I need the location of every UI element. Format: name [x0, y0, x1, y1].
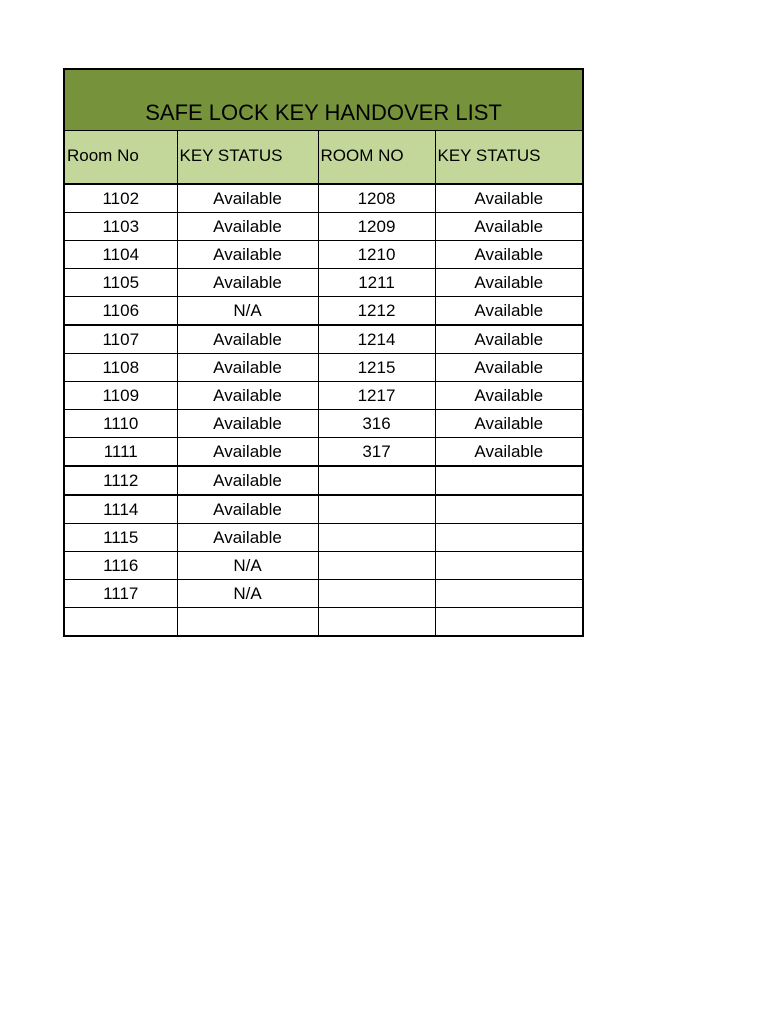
room-no-cell[interactable]: 1102 — [64, 184, 177, 213]
room-no-cell[interactable] — [318, 524, 435, 552]
key-status-cell[interactable]: Available — [435, 241, 583, 269]
key-status-cell[interactable]: Available — [435, 354, 583, 382]
header-room-no-left[interactable]: Room No — [64, 131, 177, 185]
key-status-cell[interactable]: N/A — [177, 297, 318, 326]
table-row — [64, 297, 583, 326]
room-no-cell[interactable]: 1109 — [64, 382, 177, 410]
key-status-cell[interactable]: Available — [177, 438, 318, 467]
room-no-cell[interactable]: 1210 — [318, 241, 435, 269]
key-status-cell[interactable]: Available — [177, 184, 318, 213]
table-row — [64, 608, 583, 637]
key-status-cell[interactable]: N/A — [177, 580, 318, 608]
table-row — [64, 410, 583, 438]
room-no-cell[interactable]: 1116 — [64, 552, 177, 580]
spreadsheet-sheet — [63, 68, 582, 637]
room-no-cell[interactable]: 1108 — [64, 354, 177, 382]
room-no-cell[interactable]: 1112 — [64, 466, 177, 495]
room-no-cell[interactable]: 1208 — [318, 184, 435, 213]
key-status-cell[interactable]: Available — [435, 382, 583, 410]
key-status-cell[interactable]: Available — [435, 269, 583, 297]
room-no-cell[interactable]: 1217 — [318, 382, 435, 410]
key-status-cell[interactable]: N/A — [177, 552, 318, 580]
room-no-cell[interactable] — [318, 466, 435, 495]
table-row — [64, 241, 583, 269]
key-status-cell[interactable] — [435, 608, 583, 637]
table-row — [64, 466, 583, 495]
key-status-cell[interactable]: Available — [435, 297, 583, 326]
header-row — [64, 131, 583, 185]
room-no-cell[interactable]: 317 — [318, 438, 435, 467]
key-status-cell[interactable]: Available — [435, 438, 583, 467]
key-status-cell[interactable] — [435, 580, 583, 608]
table-row — [64, 438, 583, 467]
sheet-title: SAFE LOCK KEY HANDOVER LIST — [145, 100, 502, 125]
table-row — [64, 552, 583, 580]
key-status-cell[interactable]: Available — [177, 466, 318, 495]
table-row — [64, 524, 583, 552]
key-status-cell[interactable] — [177, 608, 318, 637]
room-no-cell[interactable]: 1212 — [318, 297, 435, 326]
room-no-cell[interactable]: 1209 — [318, 213, 435, 241]
room-no-cell[interactable]: 1103 — [64, 213, 177, 241]
key-status-cell[interactable]: Available — [177, 213, 318, 241]
room-no-cell[interactable]: 1106 — [64, 297, 177, 326]
key-status-cell[interactable]: Available — [177, 325, 318, 354]
table-row — [64, 382, 583, 410]
key-status-cell[interactable]: Available — [435, 213, 583, 241]
key-status-cell[interactable]: Available — [177, 354, 318, 382]
room-no-cell[interactable]: 1107 — [64, 325, 177, 354]
room-no-cell[interactable]: 1215 — [318, 354, 435, 382]
room-no-cell[interactable]: 1117 — [64, 580, 177, 608]
key-handover-table — [63, 68, 584, 637]
table-row — [64, 495, 583, 524]
key-status-cell[interactable]: Available — [435, 184, 583, 213]
room-no-cell[interactable]: 1105 — [64, 269, 177, 297]
header-key-status-right[interactable]: KEY STATUS — [435, 131, 583, 185]
header-room-no-right[interactable]: ROOM NO — [318, 131, 435, 185]
title-row — [64, 69, 583, 131]
table-row — [64, 184, 583, 213]
key-status-cell[interactable]: Available — [177, 269, 318, 297]
key-status-cell[interactable] — [435, 552, 583, 580]
table-row — [64, 269, 583, 297]
key-status-cell[interactable]: Available — [177, 495, 318, 524]
key-status-cell[interactable] — [435, 495, 583, 524]
table-row — [64, 213, 583, 241]
room-no-cell[interactable] — [318, 608, 435, 637]
key-status-cell[interactable]: Available — [435, 410, 583, 438]
key-status-cell[interactable]: Available — [177, 382, 318, 410]
key-status-cell[interactable] — [435, 524, 583, 552]
room-no-cell[interactable]: 1214 — [318, 325, 435, 354]
key-status-cell[interactable]: Available — [177, 524, 318, 552]
room-no-cell[interactable]: 316 — [318, 410, 435, 438]
key-status-cell[interactable]: Available — [435, 325, 583, 354]
room-no-cell[interactable] — [64, 608, 177, 637]
table-row — [64, 580, 583, 608]
room-no-cell[interactable]: 1211 — [318, 269, 435, 297]
key-status-cell[interactable]: Available — [177, 410, 318, 438]
room-no-cell[interactable] — [318, 495, 435, 524]
room-no-cell[interactable]: 1110 — [64, 410, 177, 438]
key-status-cell[interactable]: Available — [177, 241, 318, 269]
table-row — [64, 354, 583, 382]
table-row — [64, 325, 583, 354]
room-no-cell[interactable]: 1111 — [64, 438, 177, 467]
room-no-cell[interactable] — [318, 580, 435, 608]
room-no-cell[interactable]: 1115 — [64, 524, 177, 552]
header-key-status-left[interactable]: KEY STATUS — [177, 131, 318, 185]
room-no-cell[interactable]: 1114 — [64, 495, 177, 524]
sheet-title-cell[interactable] — [64, 69, 583, 131]
room-no-cell[interactable]: 1104 — [64, 241, 177, 269]
key-status-cell[interactable] — [435, 466, 583, 495]
room-no-cell[interactable] — [318, 552, 435, 580]
